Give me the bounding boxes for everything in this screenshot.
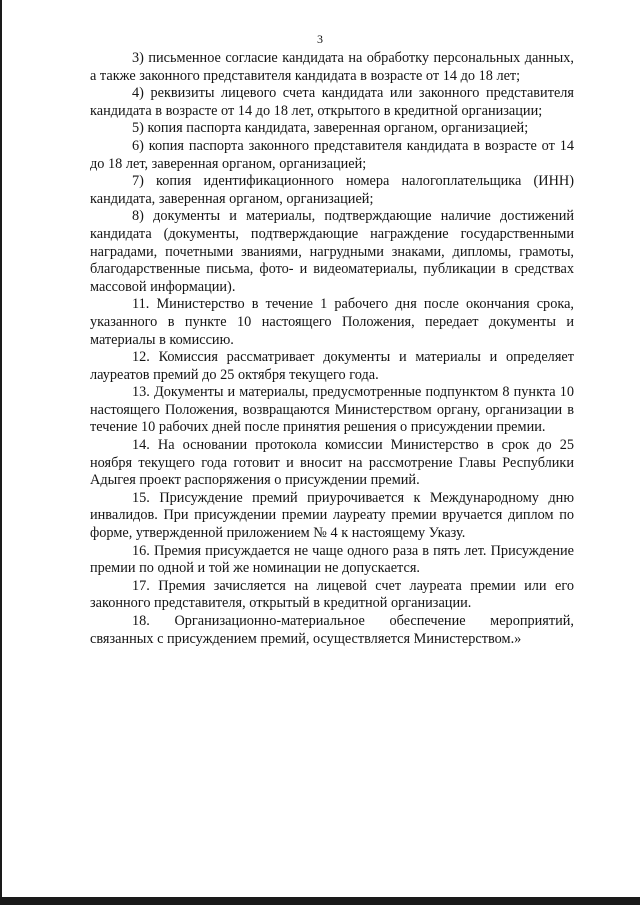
item-6-representative-passport: 6) копия паспорта законного представителя кандидата в возрасте от 14 до 18 лет, заверенная органом, организацией;: [90, 137, 574, 172]
document-body: [90, 50, 574, 648]
clause-12: 12. Комиссия рассматривает документы и материалы и определяет лауреатов премий до 25 октября текущего года.: [90, 349, 574, 383]
clause-17: 17. Премия зачисляется на лицевой счет лауреата премии или его законного представителя, открытый в кредитной организации.: [90, 577, 574, 612]
scan-edge-bottom: [0, 897, 640, 905]
clause-15: 15. Присуждение премий приурочивается к Международному дню инвалидов. При присуждении премии лауреату премии вручается диплом по форме, утвержденной приложением № 4 к настоящему Указу.: [90, 489, 574, 542]
item-4-bank-details: 4) реквизиты лицевого счета кандидата или законного представителя кандидата в возрасте от 14 до 18 лет, открытого в кредитной организации;: [90, 85, 574, 119]
item-3-consent: 3) письменное согласие кандидата на обработку персональных данных, а также законного представителя кандидата в возрасте от 14 до 18 лет;: [90, 50, 574, 84]
clause-11: 11. Министерство в течение 1 рабочего дня после окончания срока, указанного в пункте 10 настоящего Положения, передает документы и материалы в комиссию.: [90, 296, 574, 348]
item-7-inn-copy: 7) копия идентификационного номера налогоплательщика (ИНН) кандидата, заверенная органом, организацией;: [90, 173, 574, 207]
page-number: 3: [317, 32, 323, 46]
scan-edge-left: [0, 0, 2, 905]
clause-18: 18. Организационно-материальное обеспечение мероприятий, связанных с присуждением премий, осуществляется Министерством.»: [90, 613, 574, 647]
clause-13: 13. Документы и материалы, предусмотренные подпунктом 8 пункта 10 настоящего Положения, возвращаются Министерством органу, организации в течение 10 рабочих дней после принятия решения о присуждении премии.: [90, 384, 574, 436]
item-8-achievements: 8) документы и материалы, подтверждающие наличие достижений кандидата (документы, подтверждающие награждение государственными наградами, почетными званиями, нагрудными знаками, дипломы, грамоты, благодарственные письма, фото- и видеоматериалы, публикации в средствах массовой информации).: [90, 208, 574, 295]
item-5-passport-copy: 5) копия паспорта кандидата, заверенная органом, организацией;: [132, 120, 529, 137]
clause-16: 16. Премия присуждается не чаще одного раза в пять лет. Присуждение премии по одной и той же номинации не допускается.: [90, 542, 574, 577]
clause-14: 14. На основании протокола комиссии Министерство в срок до 25 ноября текущего года готовит и вносит на рассмотрение Главы Республики Адыгея проект распоряжения о присуждении премий.: [90, 437, 574, 489]
